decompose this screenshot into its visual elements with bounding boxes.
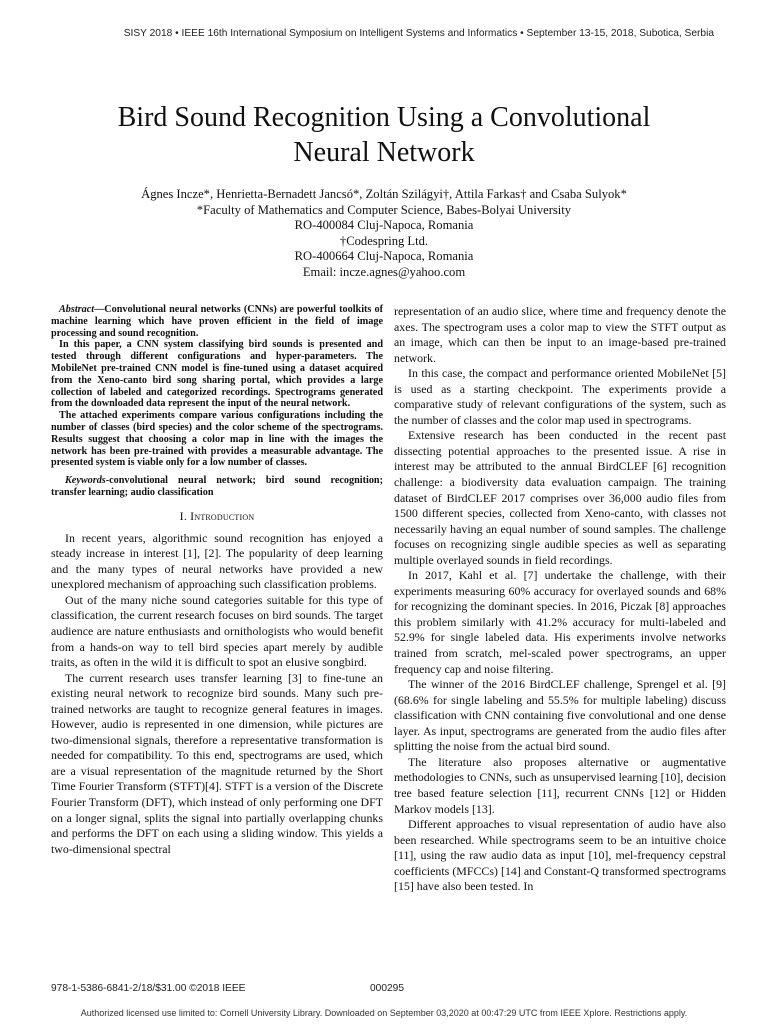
intro-paragraph-1: In recent years, algorithmic sound recognition has enjoyed a steady increase in interest [1], [2]. The popularity of deep learning and the many types of neural networks have provided a new unexplored mechanism of approaching such classification problems. [51, 530, 383, 592]
license-notice: Authorized licensed use limited to: Cornell University Library. Downloaded on September 03,2020 at 00:47:29 UTC from IEEE Xplore. Restrictions apply. [80, 1008, 688, 1018]
title-line-2: Neural Network [293, 137, 475, 168]
page-number: 000295 [370, 983, 404, 994]
intro-paragraph-3: The current research uses transfer learning [3] to fine-tune an existing neural network to recognize bird sounds. Many such pre-trained networks are taught to recognize general features in images. However, audio is represented in one dimension, while pictures are two-dimensional signals, therefore a representative transformation is needed for compatibility. To this end, spectrograms are used, which are a visual representation of the magnitude returned by the Short Time Fourier Transform (STFT)[4]. STFT is a version of the Discrete Fourier Transform (DFT), which instead of only performing one DFT on a longer signal, splits the signal into partially overlapping chunks and performs the DFT on each using a sliding window. This yields a two-dimensional spectral [51, 670, 383, 856]
affiliation-2: †Codespring Ltd. [339, 233, 429, 248]
abstract [51, 304, 383, 469]
abstract-p3: The attached experiments compare various configurations including the number of classes (bird species) and the color scheme of the spectrograms. Results suggest that choosing a color map in line with the images the network has been pre-trained with provides a measurable advantage. The presented system is viable only for a low number of classes. [51, 410, 383, 469]
keywords-label: Keywords [65, 475, 106, 487]
abstract-label: Abstract [59, 304, 95, 315]
section-heading-introduction: I. Introduction [179, 509, 255, 524]
isbn-footer: 978-1-5386-6841-2/18/$31.00 ©2018 IEEE [51, 983, 246, 994]
address-1: RO-400084 Cluj-Napoca, Romania [294, 218, 474, 233]
title-line-1: Bird Sound Recognition Using a Convolutional [117, 102, 651, 133]
affiliation-1: *Faculty of Mathematics and Computer Science, Babes-Bolyai University [196, 202, 572, 217]
author-block [60, 187, 708, 281]
keywords-text: -convolutional neural network; bird sound recognition; transfer learning; audio classification [51, 475, 383, 499]
right-paragraph-7: Different approaches to visual representation of audio have also been researched. While spectrograms seem to be an intuitive choice [11], using the raw audio data as input [10], mel-frequency cepstral coefficients (MFCCs) [14] and Constant-Q transformed spectrograms [15] have also been tested. In [394, 817, 726, 894]
address-2: RO-400664 Cluj-Napoca, Romania [294, 249, 474, 264]
right-paragraph-6: The literature also proposes alternative or augmentative methodologies to CNNs, such as unsupervised learning [10], decision tree based feature selection [11], recurrent CNNs [12] or Hidden Markov models [13]. [394, 754, 726, 816]
left-column [51, 304, 383, 857]
abstract-p2: In this paper, a CNN system classifying bird sounds is presented and tested through different configurations and hyper-parameters. The MobileNet pre-trained CNN model is fine-tuned using a dataset acquired from the Xeno-canto bird song sharing portal, which provides a large collection of labeled and categorized recordings. Spectrograms generated from the downloaded data represent the input of the neural network. [51, 339, 383, 410]
right-paragraph-1: representation of an audio slice, where time and frequency denote the axes. The spectrogram uses a color map to view the STFT output as an image, which can then be input to an image-based pre-trained network. [394, 304, 726, 365]
right-paragraph-2: In this case, the compact and performance oriented MobileNet [5] is used as a starting checkpoint. The experiments provide a comparative study of relevant configurations of the system, such as the number of classes and the color map used in spectrograms. [394, 366, 726, 427]
right-paragraph-3: Extensive research has been conducted in the recent past dissecting potential approaches to the presented issue. A rise in interest may be attributed to the annual BirdCLEF [6] recognition challenge: a biodiversity data evaluation campaign. The training dataset of BirdCLEF 2017 comprises over 36,000 audio files from 1500 different species, collected from Xeno-canto, with classes not necessarily having an equal number of sound samples. The challenge focuses on recognizing single audible species as well as separating multiple overlayed sounds in field recordings. [394, 428, 726, 567]
right-paragraph-5: The winner of the 2016 BirdCLEF challenge, Sprengel et al. [9] (68.6% for single labeling and 55.5% for multiple labeling) discuss classification with CNN containing five convolutional and one dense layer. As input, spectrograms are generated from the audio files after splitting the noise from the actual bird sound. [394, 677, 726, 754]
author-names: Ágnes Incze*, Henrietta-Bernadett Jancsó*, Zoltán Szilágyi†, Attila Farkas† and Csaba Sulyok* [141, 187, 627, 201]
paper-title [60, 100, 708, 170]
right-paragraph-4: In 2017, Kahl et al. [7] undertake the challenge, with their experiments measuring 60% accuracy for overlayed sounds and 68% for recognizing the dominant species. In 2016, Piczak [8] approaches this problem similarly with 41.2% accuracy for multi-labeled and 52.9% for single labeled data. His experiments involve networks trained from scratch, mel-scaled power spectrograms, an upper frequency cap and noise filtering. [394, 568, 726, 676]
author-email[interactable]: Email: incze.agnes@yahoo.com [302, 264, 466, 279]
conference-header: SISY 2018 • IEEE 16th International Symposium on Intelligent Systems and Informatics • September 13-15, 2018, Subotica, Serbia [123, 28, 714, 39]
right-column [394, 304, 726, 895]
abstract-p1: —Convolutional neural networks (CNNs) are powerful toolkits of machine learning which have proven efficient in the field of image processing and sound recognition. [51, 304, 383, 339]
keywords [51, 475, 383, 499]
intro-paragraph-2: Out of the many niche sound categories suitable for this type of classification, the current research focuses on bird sounds. The target audience are nature enthusiasts and ornithologists who would benefit from a hands-on way to tell bird species apart merely by audible traits, as often in the wild it is difficult to spot an elusive songbird. [51, 592, 383, 670]
